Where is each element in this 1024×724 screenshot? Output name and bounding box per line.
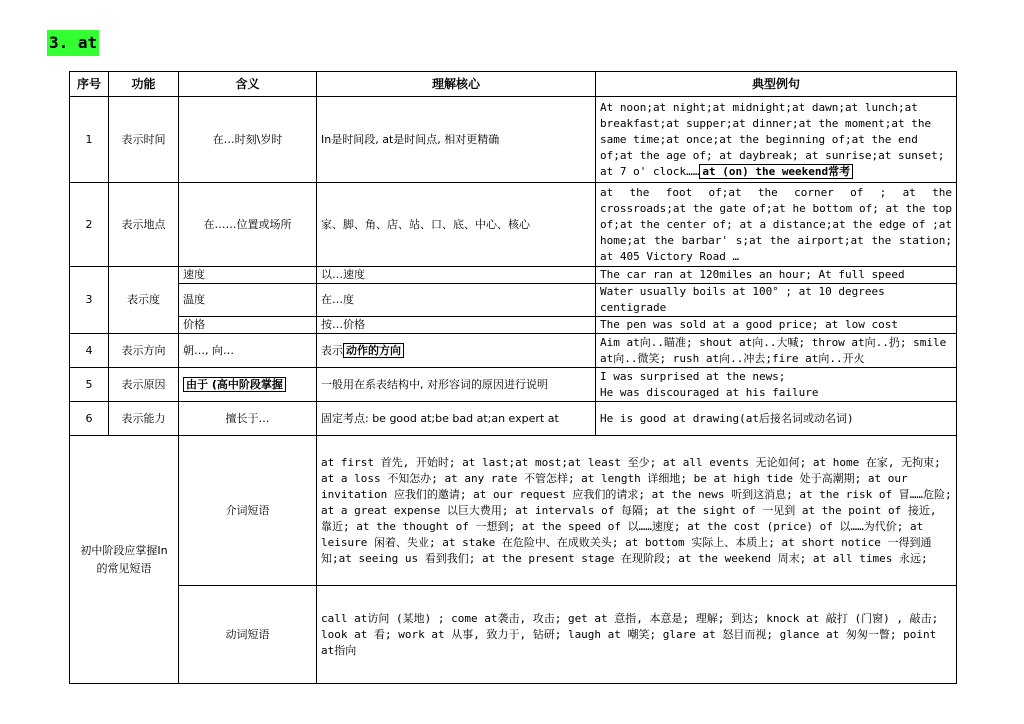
- prep-phrases-label: 介词短语: [179, 436, 317, 586]
- sub-example: Water usually boils at 100° ; at 10 degrees centigrade: [596, 284, 957, 317]
- row-number: 3: [70, 267, 109, 334]
- row-example: He is good at drawing(at后接名词或动名词): [596, 402, 957, 436]
- sub-core: 在…度: [317, 284, 596, 317]
- meaning-boxed: 由于 (高中阶段掌握: [183, 377, 286, 392]
- header-meaning: 含义: [179, 72, 317, 97]
- verb-phrases-text: call at访问 (某地) ; come at袭击, 攻击; get at 意指, 本意是; 理解; 到达; knock at 敲打 (门窗) , 敲击; look at 看; work at 从事, 致力于, 钻研; laugh at 嘲笑; glare at 怒目而视; glance at 匆匆一瞥; point at指向: [317, 586, 957, 684]
- row-meaning: 在……位置或场所: [179, 183, 317, 267]
- row-function: 表示地点: [109, 183, 179, 267]
- row-number: 4: [70, 334, 109, 368]
- verb-phrases-label: 动词短语: [179, 586, 317, 684]
- sub-core: 以…速度: [317, 267, 596, 284]
- example-line: I was surprised at the news;: [600, 369, 786, 383]
- row-function: 表示时间: [109, 97, 179, 183]
- table-row: [70, 402, 957, 436]
- core-boxed: 动作的方向: [343, 343, 404, 358]
- table-row: [70, 284, 957, 317]
- table-row: [70, 368, 957, 402]
- header-example: 典型例句: [596, 72, 957, 97]
- row-core: 一般用在系表结构中, 对形容词的原因进行说明: [317, 368, 596, 402]
- table-row: [70, 267, 957, 284]
- row-function: 表示方向: [109, 334, 179, 368]
- header-row: [70, 72, 957, 97]
- example-text: At noon;at night;at midnight;at dawn;at lunch;at breakfast;at supper;at dinner;at the moment;at the same time;at once;at the beginning of;at the end of;at the age of; at daybreak; at sunrise;at sunset; at 7 o' clock……: [600, 100, 945, 178]
- sub-meaning: 温度: [179, 284, 317, 317]
- row-meaning: 在…时刻\岁时: [179, 97, 317, 183]
- row-number: 5: [70, 368, 109, 402]
- row-number: 2: [70, 183, 109, 267]
- row-core: In是时间段, at是时间点, 相对更精确: [317, 97, 596, 183]
- table-row: [70, 436, 957, 586]
- sub-core: 按…价格: [317, 317, 596, 334]
- table-row: [70, 183, 957, 267]
- section-heading: 3. at: [47, 30, 99, 56]
- row-example: Aim at向..瞄准; shout at向..大喊; throw at向..扔; smile at向..微笑; rush at向..冲去;fire at向..开火: [596, 334, 957, 368]
- row-number: 1: [70, 97, 109, 183]
- row-meaning: 擅长于…: [179, 402, 317, 436]
- example-line: He was discouraged at his failure: [600, 385, 819, 399]
- row-example: [596, 97, 957, 183]
- sub-meaning: 速度: [179, 267, 317, 284]
- at-usage-table: [69, 71, 957, 684]
- row-function: 表示原因: [109, 368, 179, 402]
- table-row: [70, 586, 957, 684]
- example-boxed-note: at (on) the weekend常考: [699, 164, 853, 179]
- sub-example: The pen was sold at a good price; at low cost: [596, 317, 957, 334]
- prep-phrases-text: at first 首先, 开始时; at last;at most;at least 至少; at all events 无论如何; at home 在家, 无拘束; at a loss 不知怎办; at any rate 不管怎样; at length 详细地; be at high tide 处于高潮期; at our invitation 应我们的邀请; at our request 应我们的请求; at the news 听到这消息; at the risk of 冒……危险; at a great expense 以巨大费用; at intervals of 每隔; at the sight of 一见到 at the point of 接近, 靠近; at the thought of 一想到; at the speed of 以……速度; at the cost (price) of 以……为代价; at leisure 闲着、失业; at stake 在危险中、在成败关头; at bottom 实际上、本质上; at short notice 一得到通知;at seeing us 看到我们; at the present stage 在现阶段; at the weekend 周末; at all times 永远;: [317, 436, 957, 586]
- row-meaning: [179, 368, 317, 402]
- sub-example: The car ran at 120miles an hour; At full speed: [596, 267, 957, 284]
- table-row: [70, 317, 957, 334]
- row-core: [317, 334, 596, 368]
- row-core: 固定考点: be good at;be bad at;an expert at: [317, 402, 596, 436]
- row-number: 6: [70, 402, 109, 436]
- table-row: [70, 97, 957, 183]
- header-core: 理解核心: [317, 72, 596, 97]
- row-example: at the foot of;at the corner of ; at the crossroads;at the gate of;at he bottom of; at the top of;at the center of; at a distance;at the edge of ;at home;at the barbar' s;at the airport;at the station; at 405 Victory Road …: [596, 183, 957, 267]
- row-meaning: 朝…, 向…: [179, 334, 317, 368]
- row-function: 表示度: [109, 267, 179, 334]
- row-core: 家、脚、角、店、站、口、底、中心、核心: [317, 183, 596, 267]
- sub-meaning: 价格: [179, 317, 317, 334]
- table-row: [70, 334, 957, 368]
- header-number: 序号: [70, 72, 109, 97]
- core-prefix: 表示: [321, 343, 343, 357]
- header-function: 功能: [109, 72, 179, 97]
- phrases-label: 初中阶段应掌握In 的常见短语: [70, 436, 179, 684]
- row-function: 表示能力: [109, 402, 179, 436]
- row-example: [596, 368, 957, 402]
